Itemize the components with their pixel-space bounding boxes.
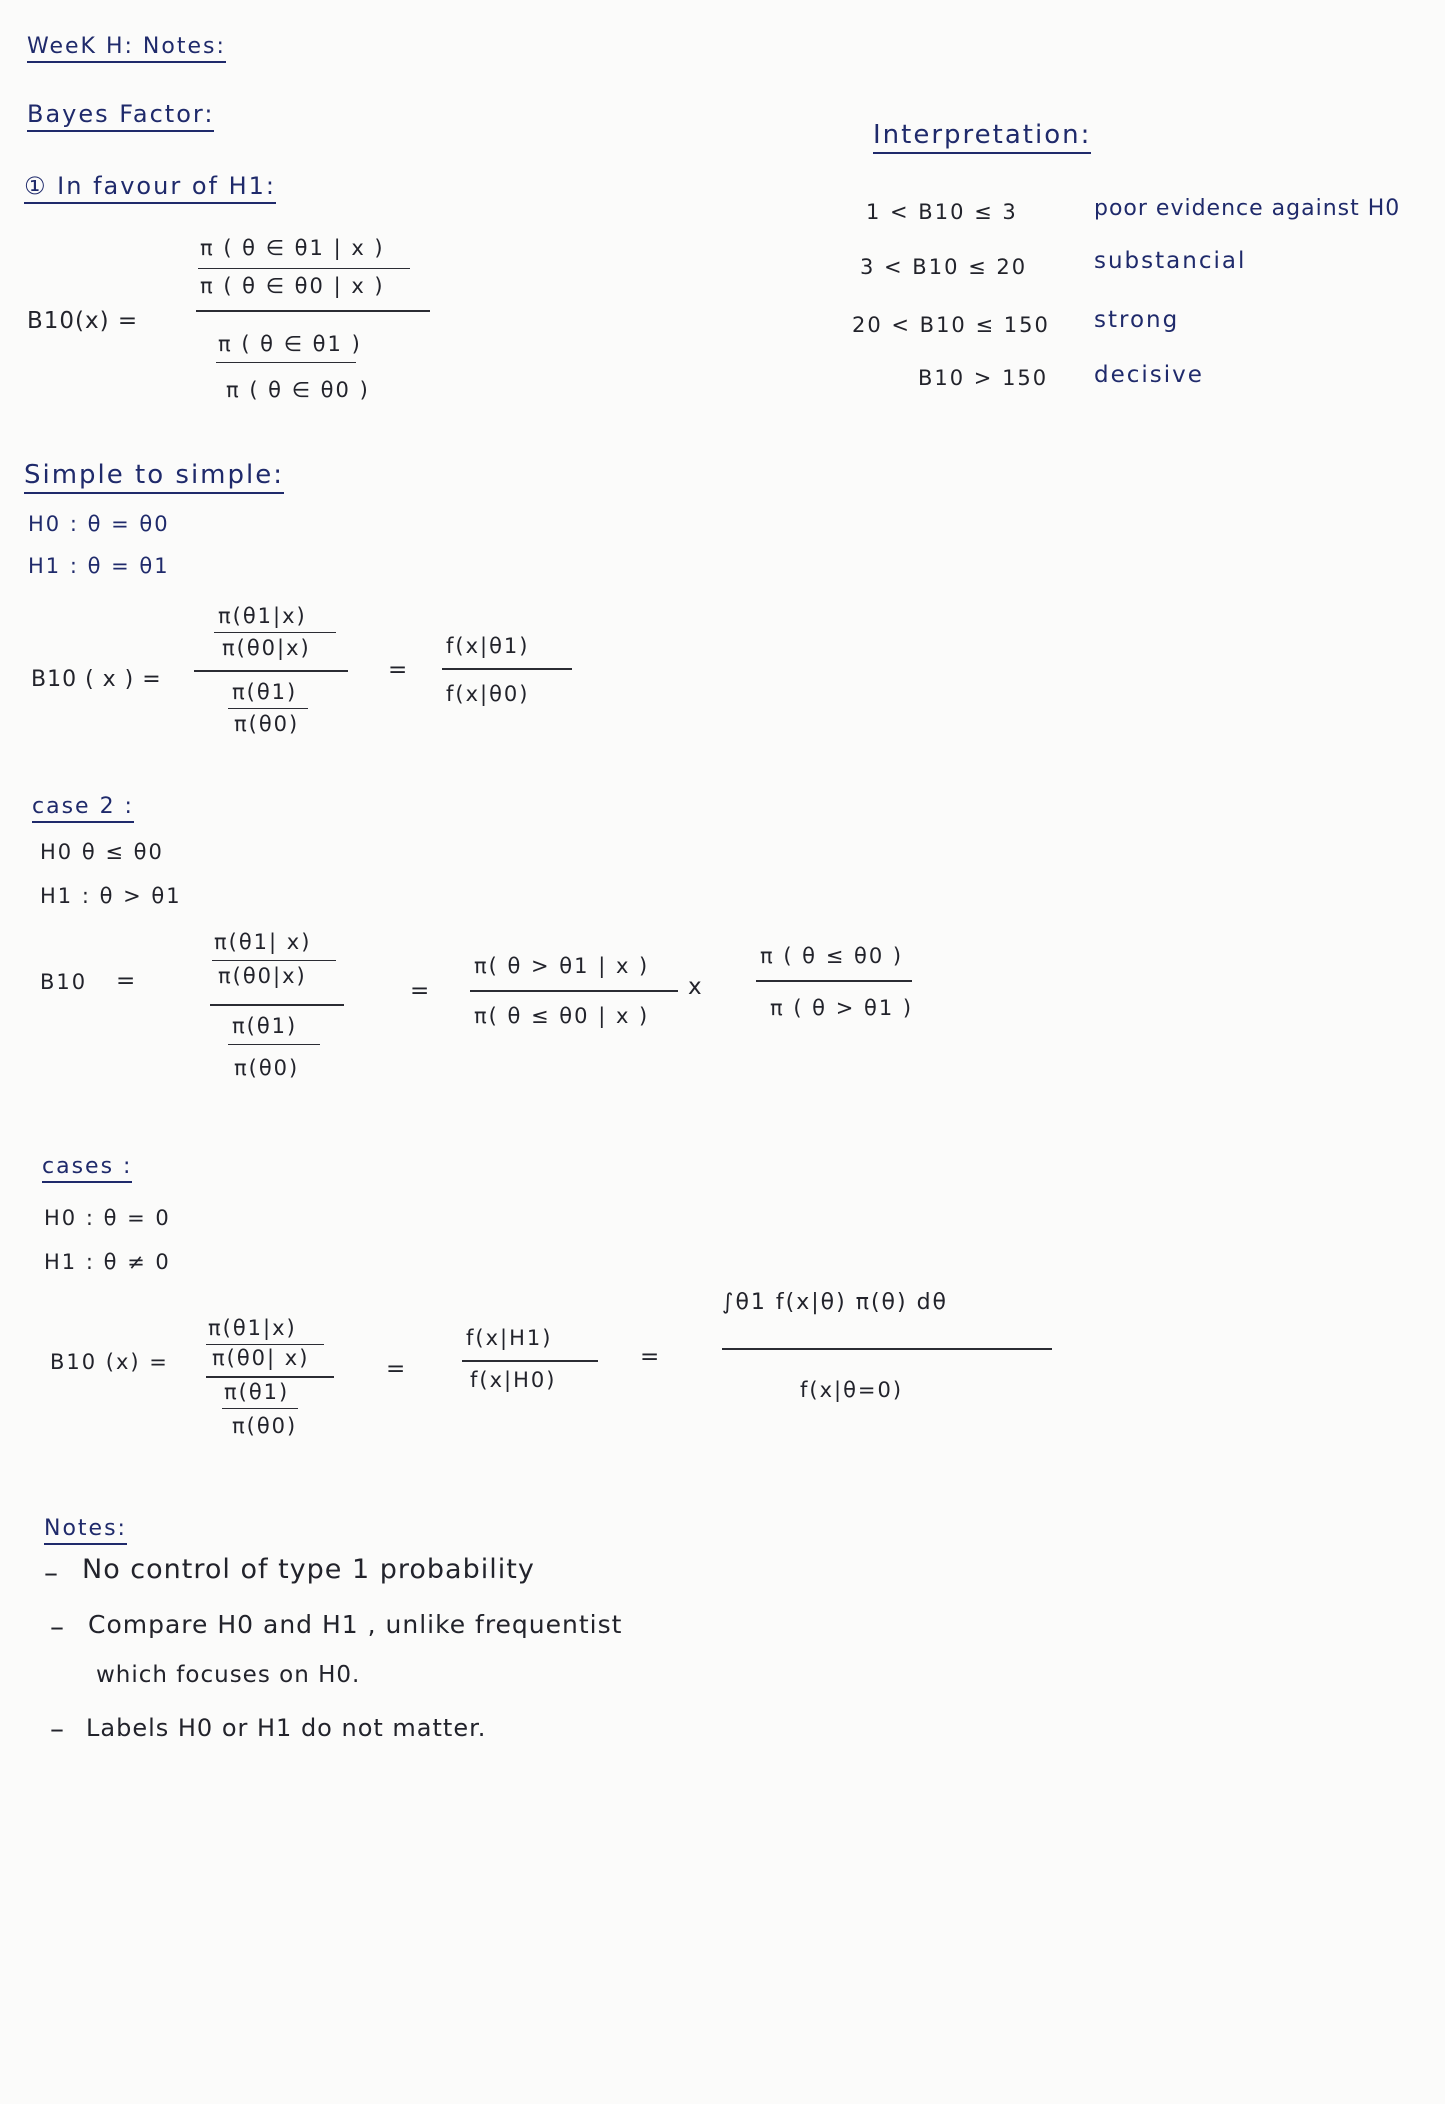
case3-num-top: π(θ1|x) — [208, 1316, 297, 1340]
page-title: WeeK H: Notes: — [27, 34, 226, 63]
interpretation-range: 1 < B10 ≤ 3 — [866, 200, 1018, 224]
simple-h1: H1 : θ = θ1 — [28, 554, 170, 578]
case3-h0: H0 : θ = 0 — [44, 1206, 171, 1230]
case2-h1: H1 : θ > θ1 — [40, 884, 182, 908]
simple-num-bot: π(θ0|x) — [222, 636, 311, 660]
simple-rhs-top: f(x|θ1) — [446, 634, 530, 658]
case2-h0: H0 θ ≤ θ0 — [40, 840, 164, 864]
interpretation-range: 3 < B10 ≤ 20 — [860, 255, 1028, 279]
case2-mid-bar — [470, 990, 678, 992]
favour-den-top: π ( θ ∈ θ1 ) — [218, 332, 362, 356]
case2-mid-bot: π( θ ≤ θ0 | x ) — [474, 1004, 650, 1028]
case2-den-bot: π(θ0) — [234, 1056, 300, 1080]
favour-den-bot: π ( θ ∈ θ0 ) — [226, 378, 370, 402]
simple-rhs-bot: f(x|θ0) — [446, 682, 530, 706]
simple-label: Simple to simple: — [24, 460, 284, 494]
case3-r-top: ∫θ1 f(x|θ) π(θ) dθ — [722, 1290, 948, 1315]
case2-label: case 2 : — [32, 794, 134, 823]
interpretation-meaning: decisive — [1094, 362, 1204, 388]
case3-equals-1: = — [386, 1356, 407, 1382]
case2-den-bar — [228, 1044, 320, 1045]
simple-h0: H0 : θ = θ0 — [28, 512, 170, 536]
favour-num-bot: π ( θ ∈ θ0 | x ) — [200, 274, 385, 298]
case3-den-bar — [222, 1408, 298, 1409]
case2-main-bar — [210, 1004, 344, 1006]
interpretation-meaning: substancial — [1094, 248, 1247, 274]
simple-num-bar — [214, 632, 336, 633]
case3-num-bot: π(θ0| x) — [212, 1346, 310, 1370]
favour-den-bar — [216, 362, 356, 363]
case3-main-bar — [206, 1376, 334, 1378]
interpretation-range: 20 < B10 ≤ 150 — [852, 313, 1050, 337]
simple-main-bar — [194, 670, 348, 672]
favour-lhs: B10(x) = — [27, 308, 139, 334]
favour-num-top: π ( θ ∈ θ1 | x ) — [200, 236, 385, 260]
case3-num-bar — [206, 1344, 324, 1345]
case2-equals-1: = — [116, 968, 137, 994]
favour-label: ① In favour of H1: — [24, 172, 276, 204]
interpretation-meaning: strong — [1094, 307, 1180, 333]
case2-den-top: π(θ1) — [232, 1014, 298, 1038]
favour-main-bar — [196, 310, 430, 312]
simple-num-top: π(θ1|x) — [218, 604, 307, 628]
bullet-dash: – — [50, 1712, 64, 1745]
case2-lhs: B10 — [40, 970, 88, 994]
simple-equals: = — [388, 657, 409, 683]
case3-mid-bar — [462, 1360, 598, 1362]
case2-num-top: π(θ1| x) — [214, 930, 312, 954]
note-item: No control of type 1 probability — [82, 1554, 535, 1585]
case2-equals-2: = — [410, 978, 431, 1004]
simple-den-top: π(θ1) — [232, 680, 298, 704]
case3-mid-top: f(x|H1) — [466, 1326, 553, 1350]
interpretation-meaning: poor evidence against H0 — [1094, 196, 1401, 221]
case3-mid-bot: f(x|H0) — [470, 1368, 557, 1392]
simple-den-bar — [228, 708, 308, 709]
simple-lhs: B10 ( x ) = — [31, 667, 162, 692]
note-item-continued: which focuses on H0. — [96, 1662, 361, 1688]
interpretation-range: B10 > 150 — [918, 366, 1049, 390]
note-item: Labels H0 or H1 do not matter. — [86, 1714, 487, 1742]
case2-times: x — [688, 974, 703, 1000]
notes-label: Notes: — [44, 1516, 127, 1545]
case3-den-bot: π(θ0) — [232, 1414, 298, 1438]
case2-r-bar — [756, 980, 912, 982]
case3-den-top: π(θ1) — [224, 1380, 290, 1404]
case3-r-bar — [722, 1348, 1052, 1350]
case2-r-bot: π ( θ > θ1 ) — [770, 996, 914, 1020]
simple-den-bot: π(θ0) — [234, 712, 300, 736]
case2-r-top: π ( θ ≤ θ0 ) — [760, 944, 904, 968]
simple-rhs-bar — [442, 668, 572, 670]
note-item: Compare H0 and H1 , unlike frequentist — [88, 1610, 623, 1639]
case2-mid-top: π( θ > θ1 | x ) — [474, 954, 650, 978]
case3-label: cases : — [42, 1154, 132, 1183]
interpretation-heading: Interpretation: — [873, 120, 1091, 154]
bullet-dash: – — [50, 1610, 64, 1643]
case2-num-bot: π(θ0|x) — [218, 964, 307, 988]
section-title: Bayes Factor: — [27, 100, 214, 132]
case3-lhs: B10 (x) = — [50, 1350, 169, 1374]
case3-equals-2: = — [640, 1344, 661, 1370]
case2-num-bar — [212, 960, 336, 961]
favour-num-bar — [198, 268, 410, 269]
case3-h1: H1 : θ ≠ 0 — [44, 1250, 171, 1274]
bullet-dash: – — [44, 1556, 58, 1589]
case3-r-bot: f(x|θ=0) — [800, 1378, 904, 1402]
